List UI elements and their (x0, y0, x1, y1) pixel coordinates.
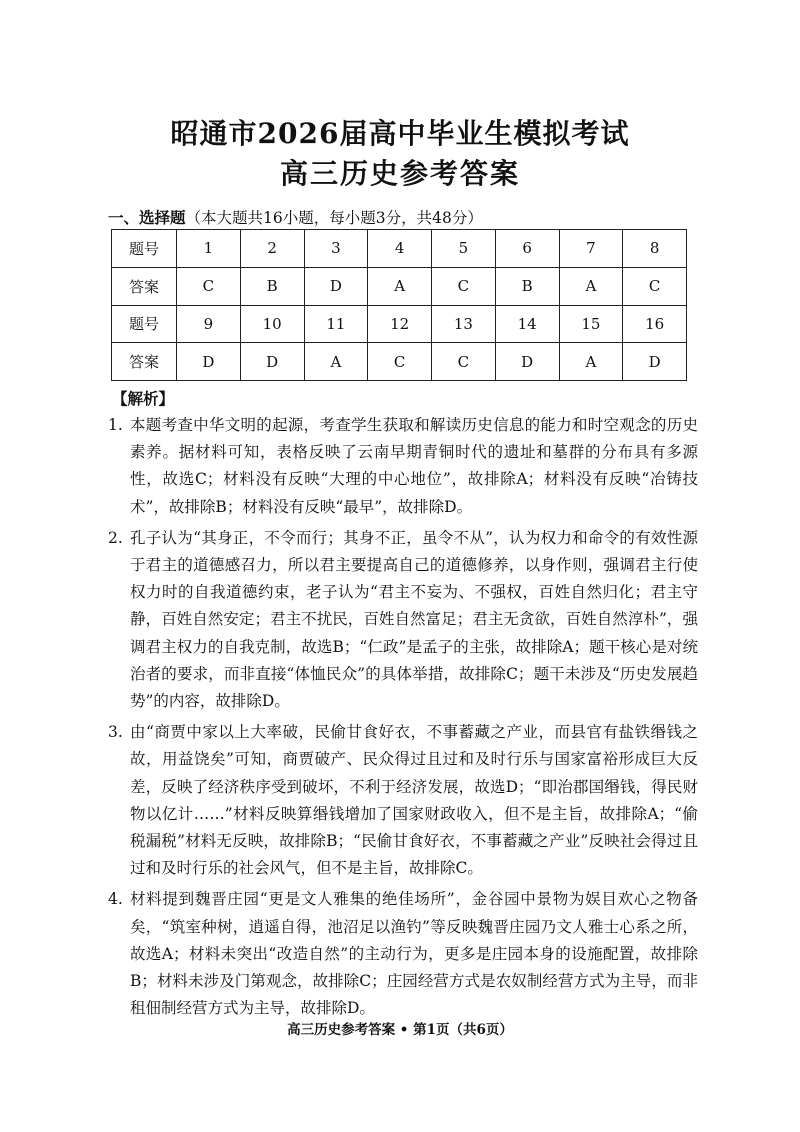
question-number: 11 (304, 305, 368, 343)
question-number: 7 (559, 230, 623, 268)
answer-label: 答案 (112, 343, 177, 381)
question-number: 16 (623, 305, 687, 343)
table-row-question-2 (112, 305, 687, 343)
section-label: 一、选择题 (108, 208, 186, 227)
question-number: 6 (495, 230, 559, 268)
answer-cell: D (623, 343, 687, 381)
question-number: 5 (432, 230, 496, 268)
question-number: 1 (177, 230, 241, 268)
item-number: 2. (108, 528, 123, 547)
question-number: 12 (368, 305, 432, 343)
item-text: 孔子认为“其身正，不令而行；其身不正，虽令不从”，认为权力和命令的有效性源于君主的道德感召力，所以君主要提高自己的道德修养，以身作则，强调君主行使权力时的自我道德约束，老子认为“君主不妄为、不强权，百姓自然归化；君主守静，百姓自然安定；君主不扰民，百姓自然富足；君主无贪欲，百姓自然淳朴”，强调君主权力的自我克制，故选B；“仁政”是孟子的主张，故排除A；题干核心是对统治者的要求，而非直接“体恤民众”的具体举措，故排除C；题干未涉及“历史发展趋势”的内容，故排除D。 (130, 528, 698, 711)
answer-cell: B (495, 267, 559, 305)
question-number: 10 (240, 305, 304, 343)
subject-title: 高三历史参考答案 (279, 157, 520, 190)
question-number-label: 题号 (112, 305, 177, 343)
answer-cell: D (495, 343, 559, 381)
answer-cell: C (623, 267, 687, 305)
answer-cell: C (368, 343, 432, 381)
question-number: 2 (240, 230, 304, 268)
answer-cell: A (559, 343, 623, 381)
answer-table (111, 229, 687, 381)
answer-cell: B (240, 267, 304, 305)
question-number-label: 题号 (112, 230, 177, 268)
answer-cell: A (304, 343, 368, 381)
answer-cell: D (240, 343, 304, 381)
item-number: 3. (108, 723, 123, 742)
item-text: 由“商贾中家以上大率破，民偷甘食好衣，不事蓄藏之产业，而县官有盐铁缗钱之故，用益饶矣”可知，商贾破产、民众得过且过和及时行乐与国家富裕形成巨大反差，反映了经济秩序受到破坏，不利于经济发展，故选D；“即治郡国缗钱，得民财物以亿计……”材料反映算缗钱增加了国家财政收入，但不是主旨，故排除A；“偷税漏税”材料无反映，故排除B；“民偷甘食好衣，不事蓄藏之产业”反映社会得过且过和及时行乐的社会风气，但不是主旨，故排除C。 (130, 723, 698, 878)
explanation-item (108, 525, 698, 715)
answer-cell: A (368, 267, 432, 305)
question-number: 15 (559, 305, 623, 343)
question-number: 4 (368, 230, 432, 268)
table-row-answer-1 (112, 267, 687, 305)
analysis-heading: 【解析】 (112, 389, 175, 408)
question-number: 3 (304, 230, 368, 268)
table-row-question-1 (112, 230, 687, 268)
answer-cell: C (177, 267, 241, 305)
question-number: 8 (623, 230, 687, 268)
answer-cell: D (177, 343, 241, 381)
item-number: 1. (108, 416, 123, 434)
exam-title: 昭通市2026届高中毕业生模拟考试 (170, 117, 630, 150)
explanation-item (108, 719, 698, 882)
answer-cell: C (432, 267, 496, 305)
answer-cell: C (432, 343, 496, 381)
item-text: 本题考查中华文明的起源，考查学生获取和解读历史信息的能力和时空观念的历史素养。据材料可知，表格反映了云南早期青铜时代的遗址和墓群的分布具有多源性，故选C；材料没有反映“大理的中心地位”，故排除A；材料没有反映“冶铸技术”，故排除B；材料没有反映“最早”，故排除D。 (130, 416, 698, 516)
item-number: 4. (108, 890, 123, 909)
question-number: 13 (432, 305, 496, 343)
explanation-item (108, 412, 698, 521)
answer-label: 答案 (112, 267, 177, 305)
question-number: 9 (177, 305, 241, 343)
section-heading (108, 206, 483, 228)
section-note: （本大题共16小题，每小题3分，共48分） (185, 209, 483, 227)
question-number: 14 (495, 305, 559, 343)
answer-cell: A (559, 267, 623, 305)
answer-cell: D (304, 267, 368, 305)
table-row-answer-2 (112, 343, 687, 381)
item-text: 材料提到魏晋庄园“更是文人雅集的绝佳场所”，金谷园中景物为娱目欢心之物备矣，“筑室种树，逍遥自得，池沼足以渔钓”等反映魏晋庄园乃文人雅士心系之所，故选A；材料未突出“改造自然”的主动行为，更多是庄园本身的设施配置，故排除B；材料未涉及门第观念，故排除C；庄园经营方式是农奴制经营方式为主导，而非租佃制经营方式为主导，故排除D。 (130, 890, 698, 1018)
explanation-list (108, 412, 698, 1026)
page-footer: 高三历史参考答案 • 第1页（共6页） (287, 1022, 513, 1038)
explanation-item (108, 886, 698, 1022)
